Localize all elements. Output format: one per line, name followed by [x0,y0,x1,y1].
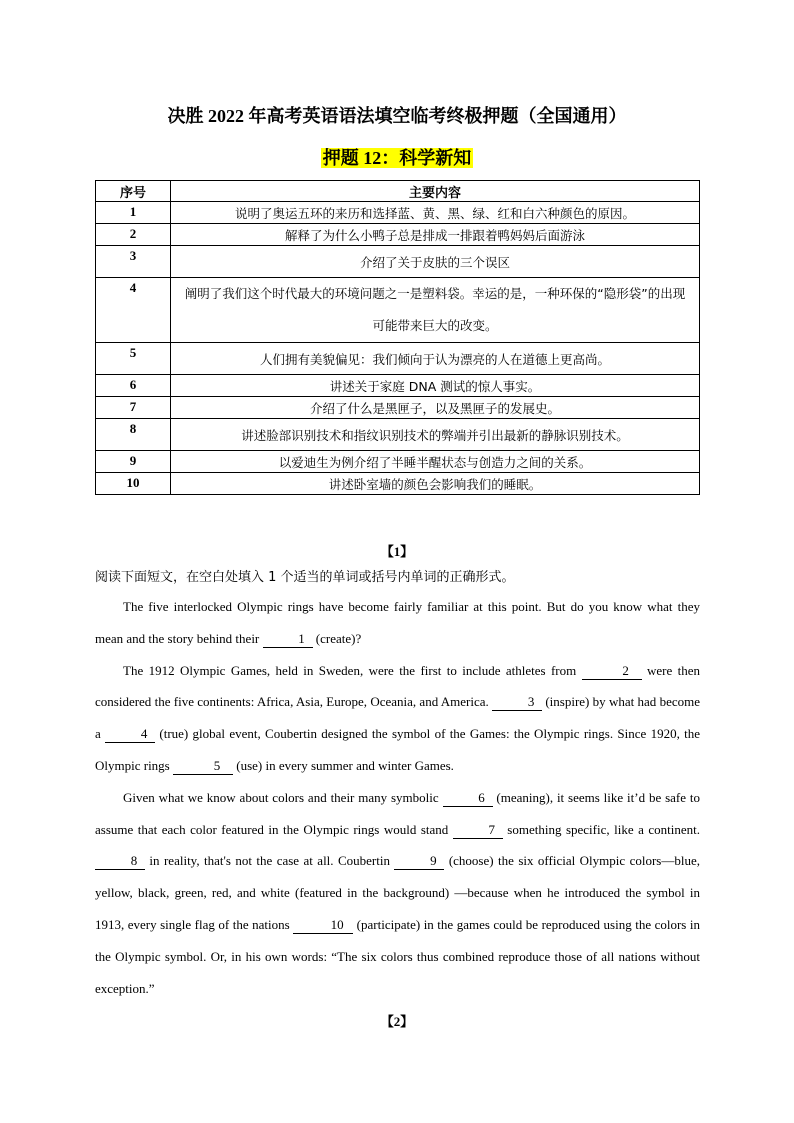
passage [95,591,700,1004]
table-row [96,202,700,224]
document-title: 决胜 2022 年高考英语语法填空临考终极押题（全国通用） [167,106,627,126]
section-1-label: 【1】 [380,544,414,559]
row-content: 介绍了什么是黑匣子，以及黑匣子的发展史。 [171,397,700,419]
table-row [96,343,700,375]
row-number: 2 [96,224,171,246]
blank-4: 4 [105,726,155,743]
blank-5: 5 [173,758,233,775]
text: something specific, like a continent. [502,821,700,837]
table-row [96,278,700,343]
row-number: 4 [96,278,171,343]
blank-3: 3 [492,694,542,711]
row-content: 讲述关于家庭 DNA 测试的惊人事实。 [171,375,700,397]
row-number: 9 [96,451,171,473]
table-header-row [96,181,700,202]
text: were then considered the five continents: Africa, Asia, Europe, Oceania, and America. [95,662,700,710]
text: (inspire) by what had become a [95,694,700,742]
text: (participate) in the games could be reproduced using the colors in the Olympic symbol. Or, in his own words: “The six colors thus combined reproduce those of all nations without exception.” [95,916,700,996]
blank-10: 10 [293,917,353,934]
row-content: 说明了奥运五环的来历和选择蓝、黄、黑、绿、红和白六种颜色的原因。 [171,202,700,224]
text: (create)? [312,630,362,646]
header-number: 序号 [96,181,171,202]
row-number: 7 [96,397,171,419]
row-content: 讲述卧室墙的颜色会影响我们的睡眠。 [171,473,700,495]
text: (use) in every summer and winter Games. [233,757,454,773]
table-row [96,375,700,397]
row-content: 解释了为什么小鸭子总是排成一排跟着鸭妈妈后面游泳 [171,224,700,246]
table-row [96,397,700,419]
row-number: 3 [96,246,171,278]
blank-1: 1 [263,631,313,648]
document-subtitle [0,146,794,170]
instruction-text: 阅读下面短文，在空白处填入 1 个适当的单词或括号内单词的正确形式。 [95,570,515,585]
paragraph-1 [95,591,700,655]
row-content: 讲述脸部识别技术和指纹识别技术的弊端并引出最新的静脉识别技术。 [171,419,700,451]
blank-8: 8 [95,853,145,870]
text: The five interlocked Olympic rings have become fairly familiar at this point. But do you know what they mean and the story behind their [95,599,700,646]
row-content: 介绍了关于皮肤的三个误区 [171,246,700,278]
row-content: 阐明了我们这个时代最大的环境问题之一是塑料袋。幸运的是，一种环保的“隐形袋”的出现可能带来巨大的改变。 [171,278,700,343]
row-content: 人们拥有美貌偏见：我们倾向于认为漂亮的人在道德上更高尚。 [171,343,700,375]
header-content: 主要内容 [171,181,700,202]
blank-2: 2 [582,663,642,680]
text: Given what we know about colors and their many symbolic [123,789,443,805]
text: in reality, that's not the case at all. Coubertin [145,853,395,869]
blank-6: 6 [443,790,493,807]
row-number: 5 [96,343,171,375]
text: The 1912 Olympic Games, held in Sweden, were the first to include athletes from [123,662,582,678]
text: (choose) the six official Olympic colors—blue, yellow, black, green, red, and white (featured in the background) —because when he introduced the symbol in 1913, every single flag of the nations [95,853,700,932]
blank-7: 7 [453,822,503,839]
row-number: 1 [96,202,171,224]
blank-9: 9 [394,853,444,870]
table-row [96,419,700,451]
text: (true) global event, Coubertin designed the symbol of the Games: the Olympic rings. Since 1920, the Olympic rings [95,726,700,773]
table-row [96,246,700,278]
paragraph-3 [95,782,700,1005]
table-row [96,224,700,246]
section-2-label: 【2】 [380,1014,414,1029]
row-number: 6 [96,375,171,397]
summary-table [95,180,700,495]
paragraph-2 [95,655,700,782]
table-row [96,473,700,495]
subtitle-highlight: 押题 12：科学新知 [322,148,472,168]
row-content: 以爱迪生为例介绍了半睡半醒状态与创造力之间的关系。 [171,451,700,473]
table-row [96,451,700,473]
row-number: 8 [96,419,171,451]
row-number: 10 [96,473,171,495]
text: (meaning), it seems like it’d be safe to assume that each color featured in the Olympic rings would stand [95,789,700,837]
